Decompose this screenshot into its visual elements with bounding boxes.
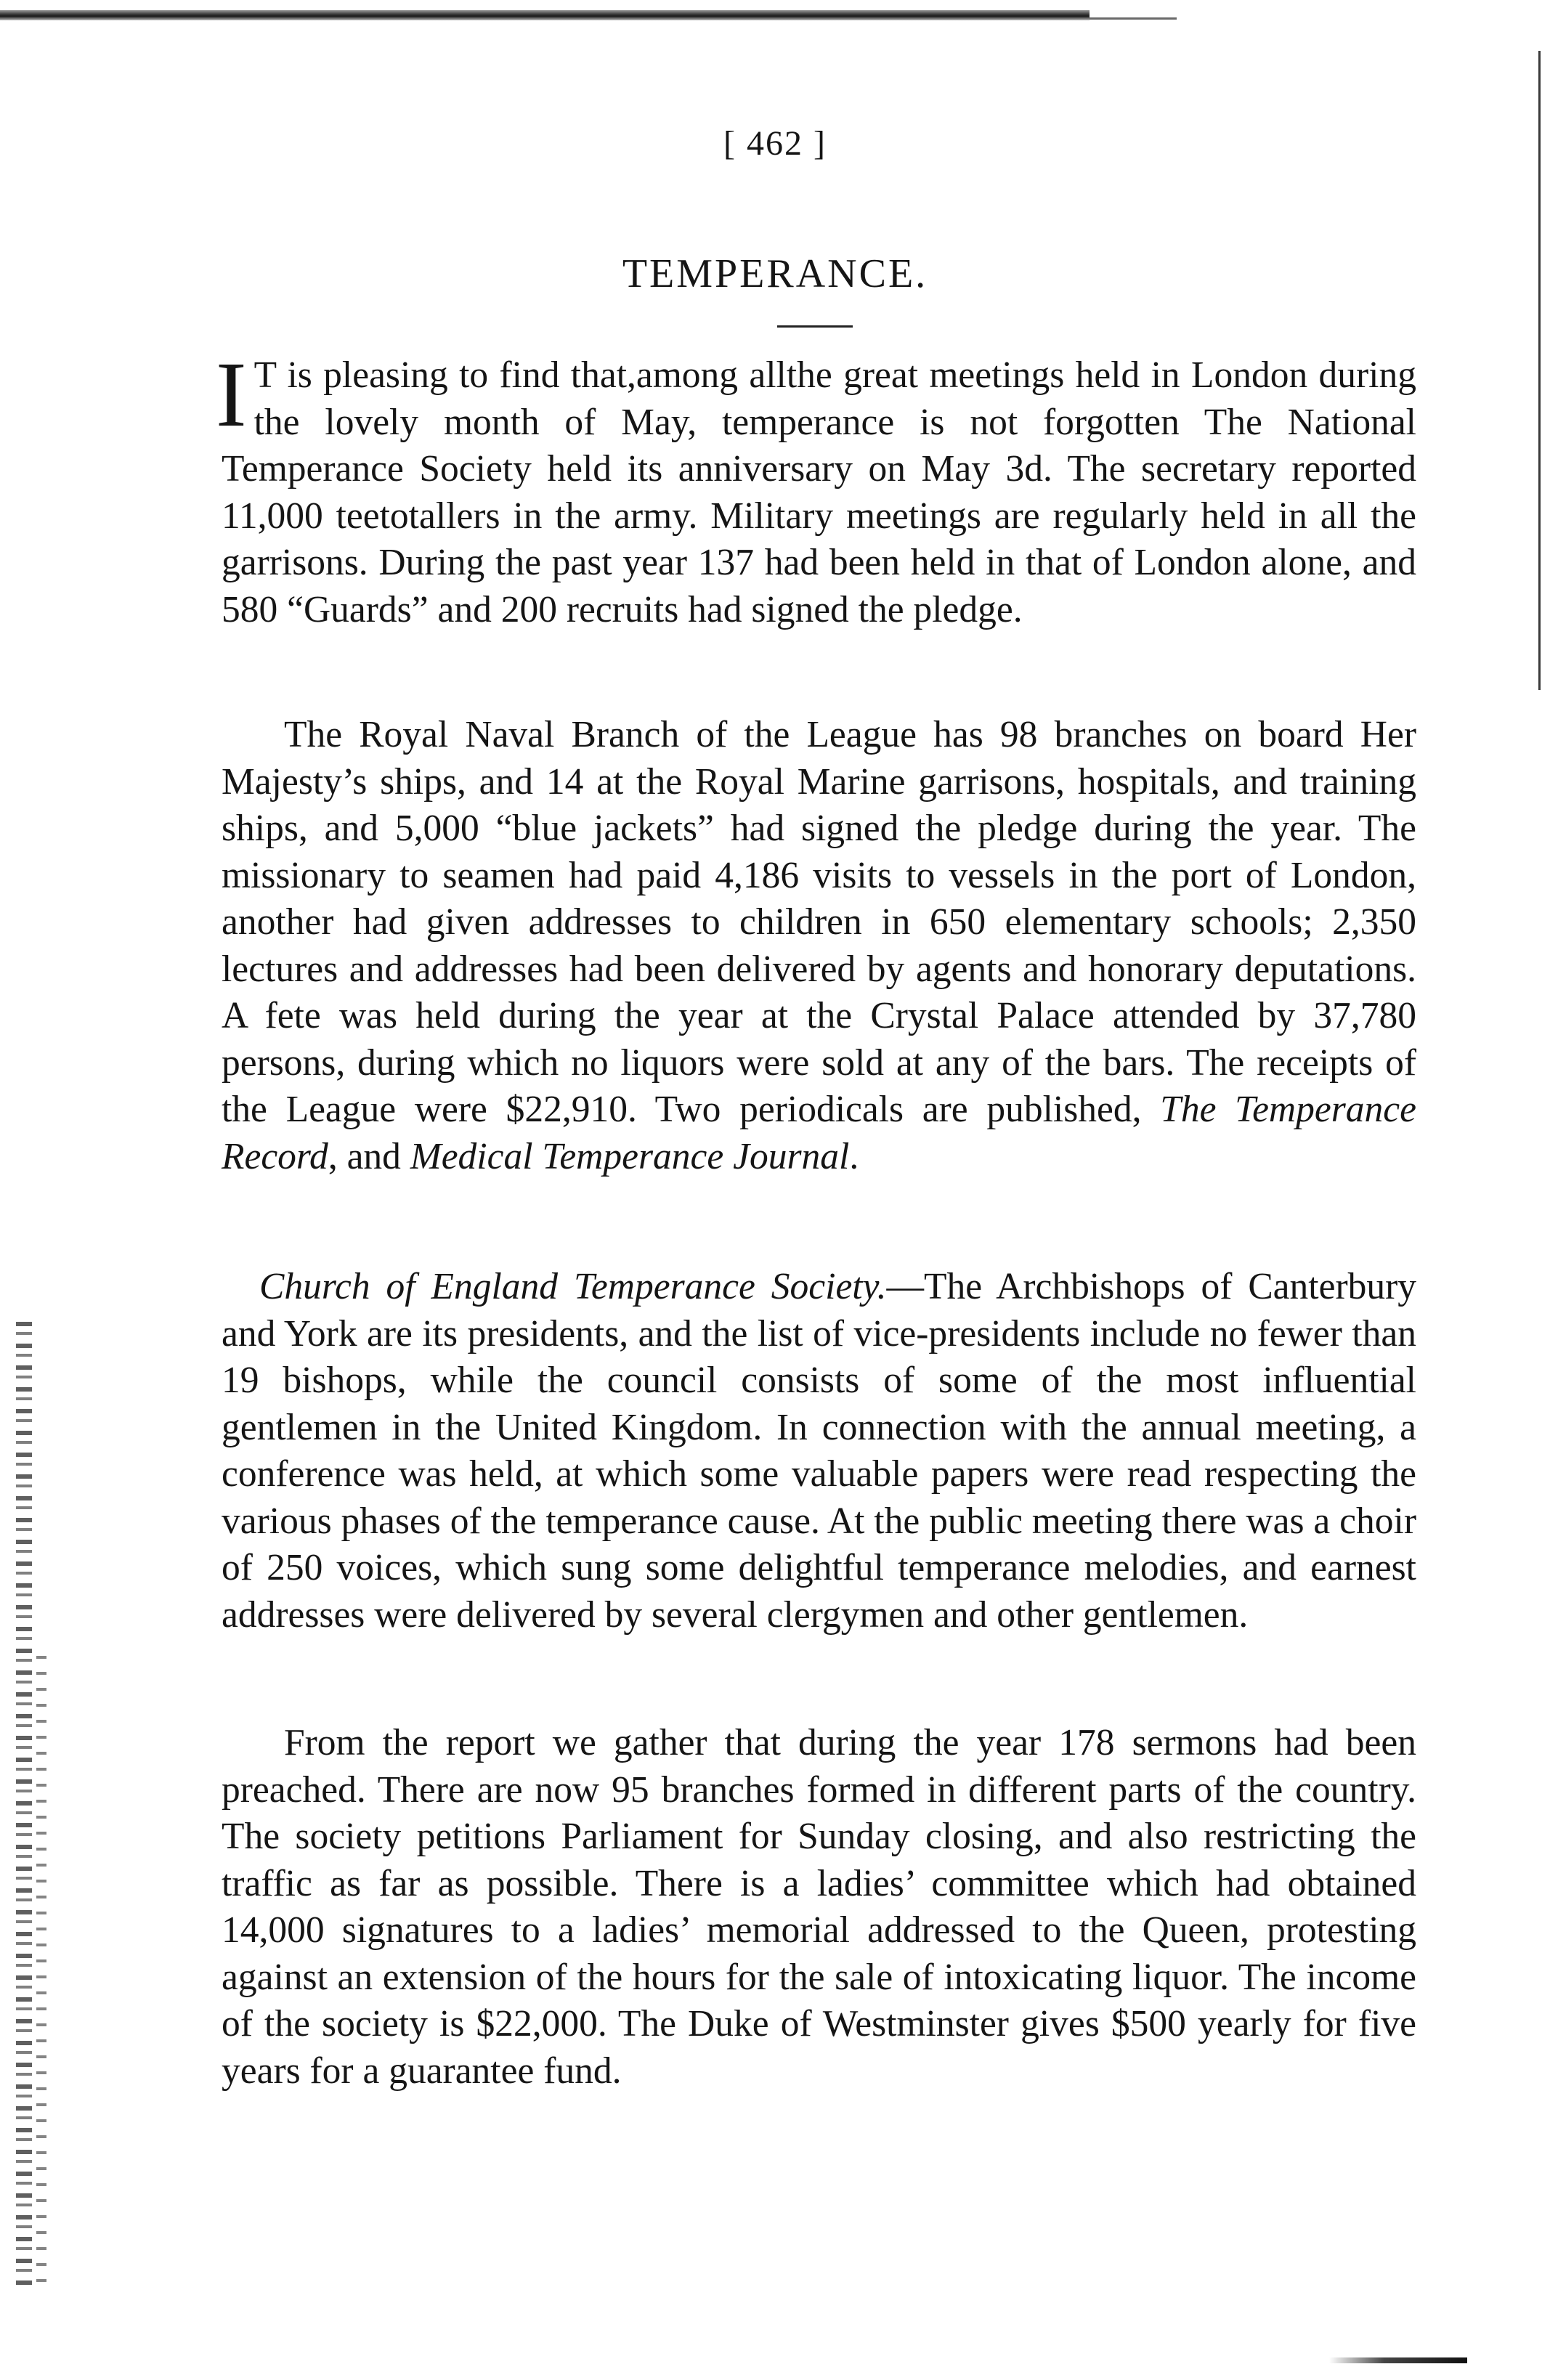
periodical-title: Medical Temperance Journal bbox=[410, 1135, 850, 1177]
drop-cap: I bbox=[216, 343, 247, 446]
paragraph-text: The Royal Naval Branch of the League has 98 branches on board Her Majesty’s ships, and 14 at the Royal Marine garrisons, hospitals, and training ships, and 5,000 “blue jackets” had signed the pledge during the year. The missionary to seamen had paid 4,186 visits to vessels in the port of London, another had given addresses to children in 650 elementary schools; 2,350 lectures and addresses had been delivered by agents and honorary deputations. A fete was held during the year at the Crystal Palace attended by 37,780 persons, during which no liquors were sold at any of the bars. The receipts of the League were $22,910. Two periodicals are published, bbox=[222, 714, 1416, 1130]
paragraph-text: , and bbox=[328, 1135, 401, 1177]
scan-gutter-noise-secondary bbox=[36, 1656, 46, 2295]
page-title: TEMPERANCE. bbox=[622, 251, 928, 296]
scan-edge-rule-tail bbox=[1090, 17, 1177, 20]
paragraph-text: T is pleasing to find that,among allthe great meetings held in London during the lovely month of May, temperance is not forgotten The National Temperance Society held its anniversary on May 3d. The secretary reported 11,000 teetotallers in the army. Military meetings are regularly held in all the garrisons. During the past year 137 had been held in that of London alone, and 580 “Guards” and 200 recruits had signed the pledge. bbox=[222, 354, 1416, 630]
paragraph-text: —The Archbishops of Canterbury and York are its presidents, and the list of vice-presidents include no fewer than 19 bishops, while the council consists of some of the most influential gentlemen in the United Kingdom. In connection with the annual meeting, a conference was held, at which some valuable papers were read respecting the various phases of the temperance cause. At the public meeting there was a choir of 250 voices, which sung some delightful temperance melodies, and earnest addresses were delivered by several clergymen and other gentlemen. bbox=[222, 1266, 1416, 1636]
periodical-title: The Temperance Record bbox=[222, 1089, 1416, 1177]
society-name: Church of England Temperance Society. bbox=[259, 1266, 887, 1307]
scan-gutter-noise bbox=[16, 1322, 32, 2288]
title-divider bbox=[777, 325, 853, 328]
scan-edge-rule bbox=[0, 10, 1090, 20]
page-number: [ 462 ] bbox=[723, 124, 827, 163]
paragraph-royal-naval-branch bbox=[222, 712, 1416, 1180]
scan-bottom-rule bbox=[1329, 2357, 1467, 2363]
paragraph-text: From the report we gather that during the year 178 sermons had been preached. There are now 95 branches formed in different parts of the country. The society petitions Parliament for Sunday closing, and also restricting the traffic as far as possible. There is a ladies’ committee which had obtained 14,000 signatures to a ladies’ memorial addressed to the Queen, protesting against an extension of the hours for the sale of intoxicating liquor. The income of the society is $22,000. The Duke of Westminster gives $500 yearly for five years for a guarantee fund. bbox=[222, 1722, 1416, 2092]
paragraph-society-report bbox=[222, 1720, 1416, 2095]
paragraph-national-temperance-society bbox=[216, 343, 1416, 633]
paragraph-text: . bbox=[849, 1135, 859, 1177]
paragraph-church-of-england bbox=[222, 1264, 1416, 1638]
